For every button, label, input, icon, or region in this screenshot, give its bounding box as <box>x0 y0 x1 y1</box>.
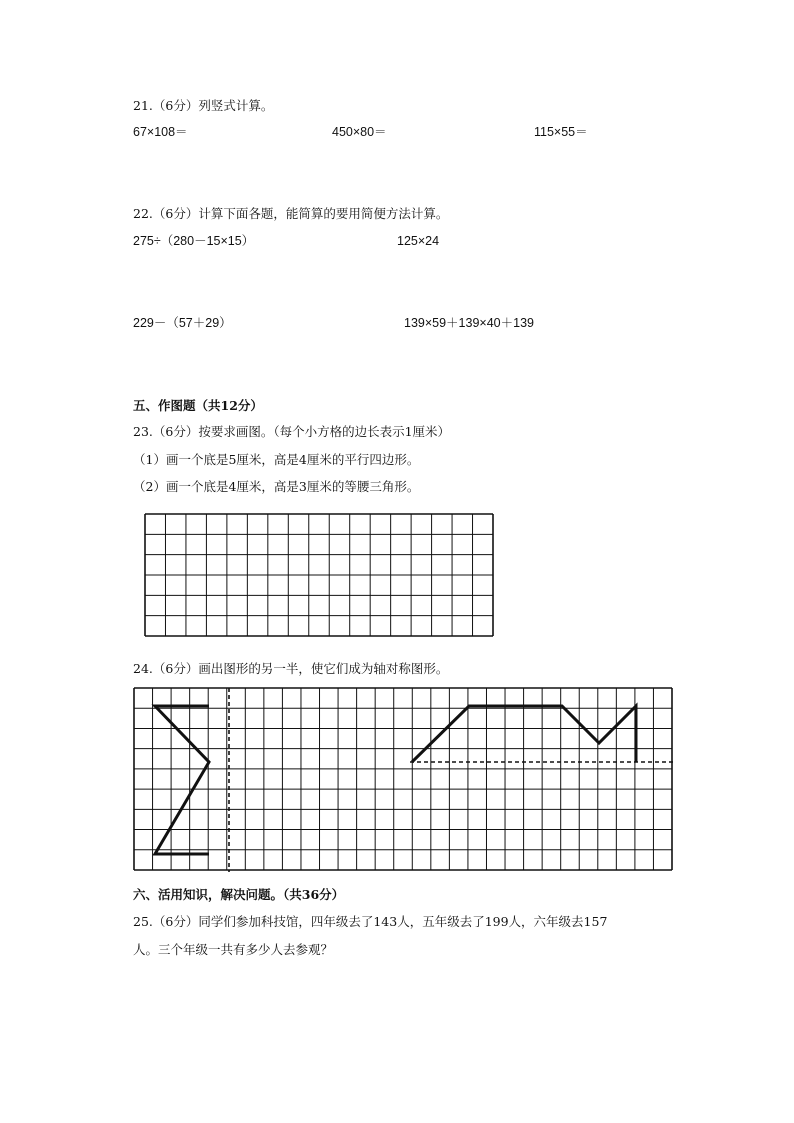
q21-item-3: 115×55＝ <box>534 125 588 139</box>
q21-title: 21.（6分）列竖式计算。 <box>133 98 274 113</box>
q22-item-2: 125×24 <box>397 234 440 248</box>
q21-item-1: 67×108＝ <box>133 125 188 139</box>
q23-part-1: （1）画一个底是5厘米，高是4厘米的平行四边形。 <box>133 452 420 467</box>
q25-text-line-2: 人。三个年级一共有多少人去参观？ <box>133 942 334 957</box>
q23-drawing-grid[interactable] <box>145 514 495 638</box>
q23-title: 23.（6分）按要求画图。（每个小方格的边长表示1厘米） <box>133 424 451 439</box>
q24-title: 24.（6分）画出图形的另一半，使它们成为轴对称图形。 <box>133 661 449 676</box>
q22-item-1: 275÷（280－15×15） <box>133 234 255 248</box>
q22-title: 22.（6分）计算下面各题，能简算的要用简便方法计算。 <box>133 206 449 221</box>
q22-item-3: 229－（57＋29） <box>133 316 232 330</box>
section-5-heading: 五、作图题（共12分） <box>133 398 263 413</box>
q21-item-2: 450×80＝ <box>332 125 387 139</box>
q24-symmetry-grid[interactable] <box>134 688 674 872</box>
q23-part-2: （2）画一个底是4厘米，高是3厘米的等腰三角形。 <box>133 479 420 494</box>
q22-item-4: 139×59＋139×40＋139 <box>404 316 534 330</box>
q25-text-line-1: 25.（6分）同学们参加科技馆，四年级去了143人，五年级去了199人，六年级去157 <box>133 914 608 929</box>
section-6-heading: 六、活用知识，解决问题。（共36分） <box>133 887 345 902</box>
